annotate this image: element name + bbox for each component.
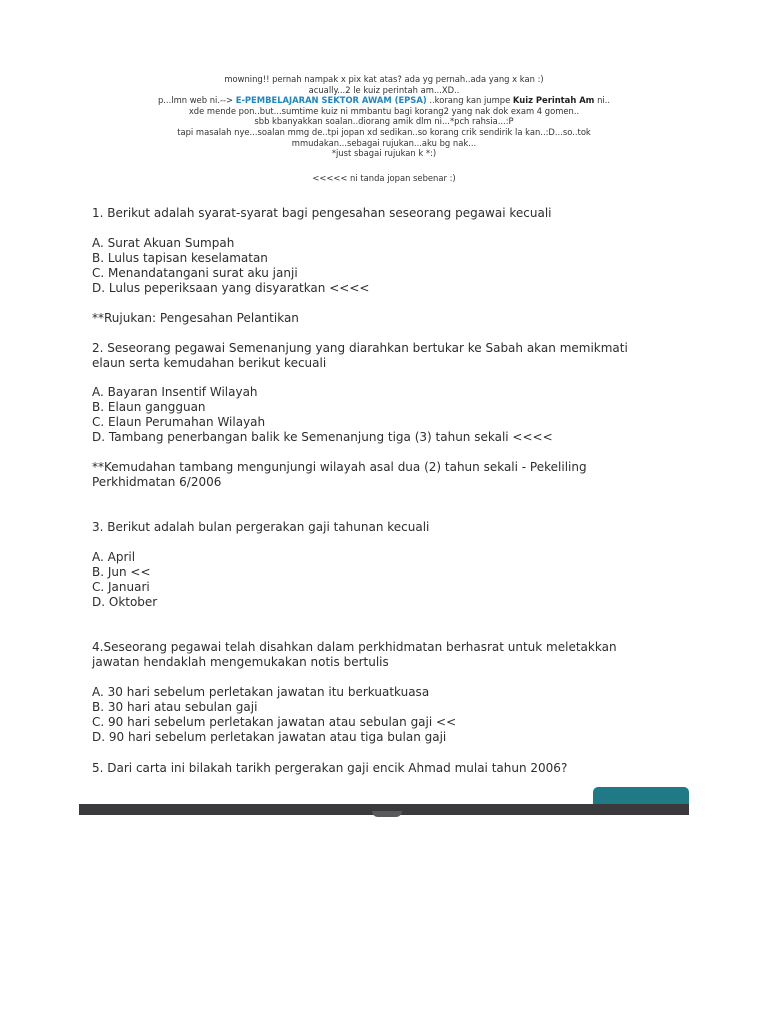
intro-line: *just sbagai rujukan k *:) <box>331 148 437 159</box>
question-1-options <box>92 236 672 296</box>
intro-note <box>80 74 688 183</box>
reference-note: **Rujukan: Pengesahan Pelantikan <box>92 311 299 325</box>
question-2 <box>92 341 672 371</box>
question-text: 5. Dari carta ini bilakah tarikh pergerakan gaji encik Ahmad mulai tahun 2006? <box>92 761 568 775</box>
question-text: 4.Seseorang pegawai telah disahkan dalam perkhidmatan berhasrat untuk meletakkan <box>92 640 617 654</box>
intro-text: p...lmn web ni.--> <box>157 95 236 106</box>
question-text: jawatan hendaklah mengemukakan notis bertulis <box>92 655 389 669</box>
option-c: C. Menandatangani surat aku janji <box>92 266 298 280</box>
intro-line: sbb kbanyakkan soalan..diorang amik dlm ni...*pch rahsia...:P <box>254 116 514 127</box>
question-3 <box>92 520 672 535</box>
question-5 <box>92 761 672 776</box>
intro-line: acually...2 le kuiz perintah am...XD.. <box>308 84 460 95</box>
option-a: A. Surat Akuan Sumpah <box>92 236 235 250</box>
answer-marker-note: <<<<< ni tanda jopan sebenar :) <box>312 172 456 183</box>
intro-text: ..korang kan jumpe <box>426 95 513 106</box>
option-b: B. Elaun gangguan <box>92 400 206 414</box>
question-text: 3. Berikut adalah bulan pergerakan gaji tahunan kecuali <box>92 520 430 534</box>
question-4-options <box>92 685 672 745</box>
question-4 <box>92 640 672 670</box>
option-b: B. 30 hari atau sebulan gaji <box>92 700 258 714</box>
option-a: A. 30 hari sebelum perletakan jawatan itu berkuatkuasa <box>92 685 430 699</box>
question-1-note <box>92 311 672 326</box>
option-b: B. Jun << <box>92 565 151 579</box>
intro-text: ni.. <box>594 95 611 106</box>
question-1 <box>92 206 672 221</box>
option-c: C. Januari <box>92 580 150 594</box>
intro-line <box>80 95 688 106</box>
question-text: elaun serta kemudahan berikut kecuali <box>92 356 327 370</box>
question-text: 2. Seseorang pegawai Semenanjung yang diarahkan bertukar ke Sabah akan memikmati <box>92 341 628 355</box>
option-a: A. April <box>92 550 136 564</box>
option-d: D. Lulus peperiksaan yang disyaratkan <<<< <box>92 281 370 295</box>
option-c: C. 90 hari sebelum perletakan jawatan atau sebulan gaji << <box>92 715 457 729</box>
intro-line: mmudakan...sebagai rujukan...aku bg nak... <box>291 137 477 148</box>
option-b: B. Lulus tapisan keselamatan <box>92 251 268 265</box>
intro-line: tapi masalah nye...soalan mmg de..tpi jopan xd sedikan..so korang crik sendirik la kan..:D...so..tok <box>177 126 591 137</box>
epsa-link[interactable]: E-PEMBELAJARAN SEKTOR AWAM (EPSA) <box>235 95 427 106</box>
question-3-options <box>92 550 672 610</box>
question-2-options <box>92 385 672 445</box>
intro-line: mowning!! pernah nampak x pix kat atas? ada yg pernah..ada yang x kan :) <box>224 74 544 84</box>
option-c: C. Elaun Perumahan Wilayah <box>92 415 266 429</box>
reference-note: **Kemudahan tambang mengunjungi wilayah asal dua (2) tahun sekali - Pekeliling <box>92 460 587 474</box>
scroll-handle[interactable] <box>372 811 402 817</box>
kuiz-title: Kuiz Perintah Am <box>512 95 595 106</box>
option-d: D. Oktober <box>92 595 158 609</box>
option-d: D. Tambang penerbangan balik ke Semenanjung tiga (3) tahun sekali <<<< <box>92 430 553 444</box>
option-a: A. Bayaran Insentif Wilayah <box>92 385 258 399</box>
intro-line: xde mende pon..but...sumtime kuiz ni mmbantu bagi korang2 yang nak dok exam 4 gomen.. <box>188 105 580 116</box>
question-text: 1. Berikut adalah syarat-syarat bagi pengesahan seseorang pegawai kecuali <box>92 206 552 220</box>
option-d: D. 90 hari sebelum perletakan jawatan atau tiga bulan gaji <box>92 730 447 744</box>
question-2-note <box>92 460 672 490</box>
reference-note: Perkhidmatan 6/2006 <box>92 475 222 489</box>
